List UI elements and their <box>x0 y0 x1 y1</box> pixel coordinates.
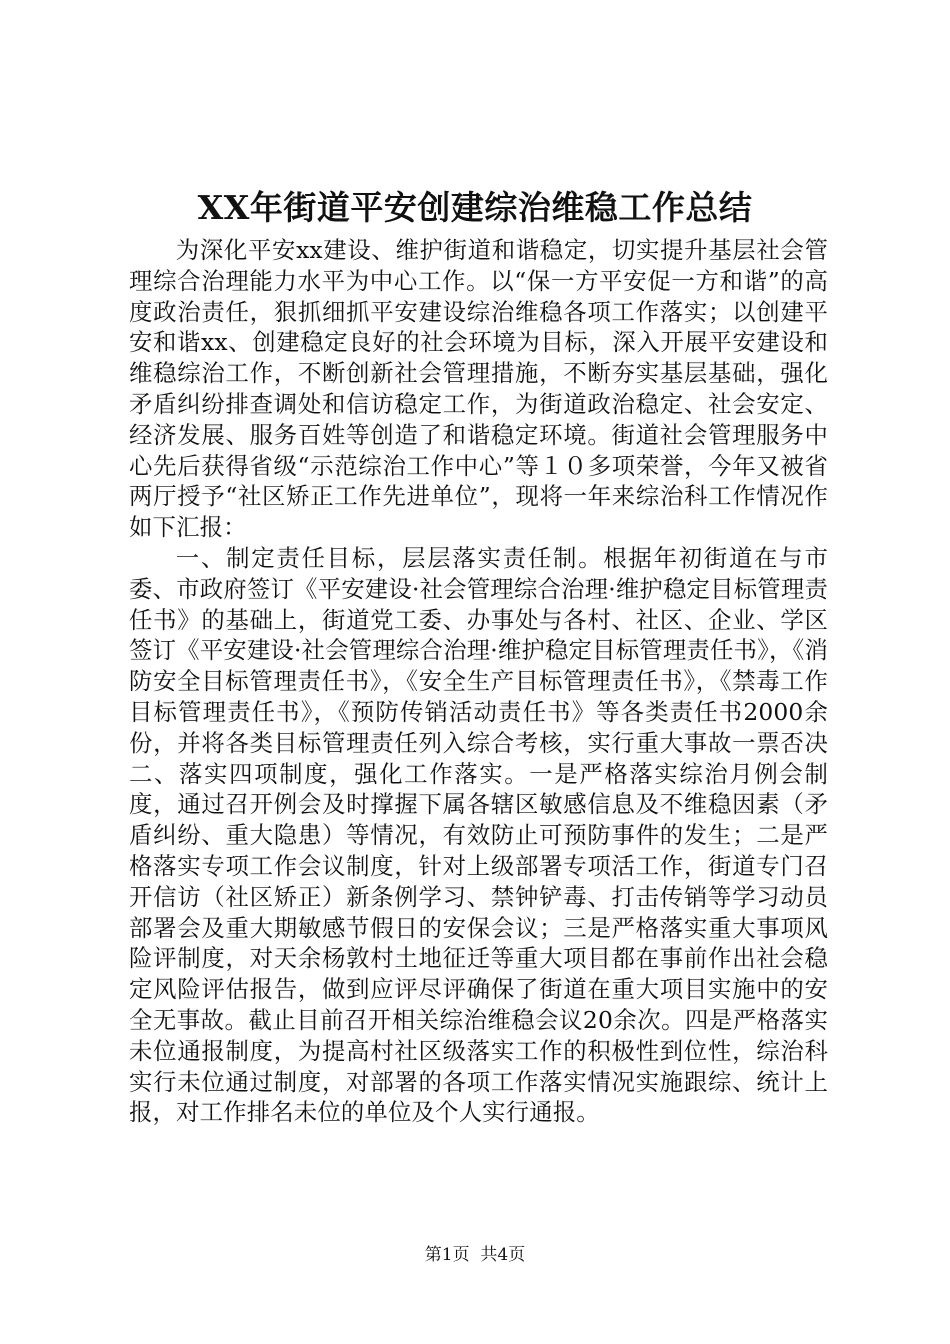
page-footer <box>0 1244 950 1266</box>
document-body <box>129 235 828 1128</box>
document-title: XX年街道平安创建综治维稳工作总结 <box>197 188 753 227</box>
page-total: 共4页 <box>480 1245 526 1265</box>
page-number: 第1页 <box>424 1245 470 1265</box>
paragraph-section-one: 一、制定责任目标，层层落实责任制。根据年初街道在与市委、市政府签订《平安建设·社会管理综合治理·维护稳定目标管理责任书》的基础上，街道党工委、办事处与各村、社区、企业、学区签订《平安建设·社会管理综合治理·维护稳定目标管理责任书》，《消防安全目标管理责任书》，《安全生产目标管理责任书》，《禁毒工作目标管理责任书》，《预防传销活动责任书》等各类责任书2000余份，并将各类目标管理责任列入综合考核，实行重大事故一票否决二、落实四项制度，强化工作落实。一是严格落实综治月例会制度，通过召开例会及时撑握下属各辖区敏感信息及不维稳因素（矛盾纠纷、重大隐患）等情况，有效防止可预防事件的发生；二是严格落实专项工作会议制度，针对上级部署专项活工作，街道专门召开信访（社区矫正）新条例学习、禁钟铲毒、打击传销等学习动员部署会及重大期敏感节假日的安保会议；三是严格落实重大事项风险评制度，对天余杨敦村土地征迁等重大项目都在事前作出社会稳定风险评估报告，做到应评尽评确保了街道在重大项目实施中的安全无事故。截止目前召开相关综治维稳会议20余次。四是严格落实未位通报制度，为提高村社区级落实工作的积极性到位性，综治科实行未位通过制度，对部署的各项工作落实情况实施跟综、统计上报，对工作排名未位的单位及个人实行通报。 <box>129 543 828 1127</box>
paragraph-intro: 为深化平安xx建设、维护街道和谐稳定，切实提升基层社会管理综合治理能力水平为中心工作。以“保一方平安促一方和谐”的高度政治责任，狠抓细抓平安建设综治维稳各项工作落实；以创建平安和谐xx、创建稳定良好的社会环境为目标，深入开展平安建设和维稳综治工作，不断创新社会管理措施，不断夯实基层基础，强化矛盾纠纷排查调处和信访稳定工作，为街道政治稳定、社会安定、经济发展、服务百姓等创造了和谐稳定环境。街道社会管理服务中心先后获得省级“示范综治工作中心”等１０多项荣誉，今年又被省两厅授予“社区矫正工作先进单位”，现将一年来综治科工作情况作如下汇报： <box>129 236 828 542</box>
